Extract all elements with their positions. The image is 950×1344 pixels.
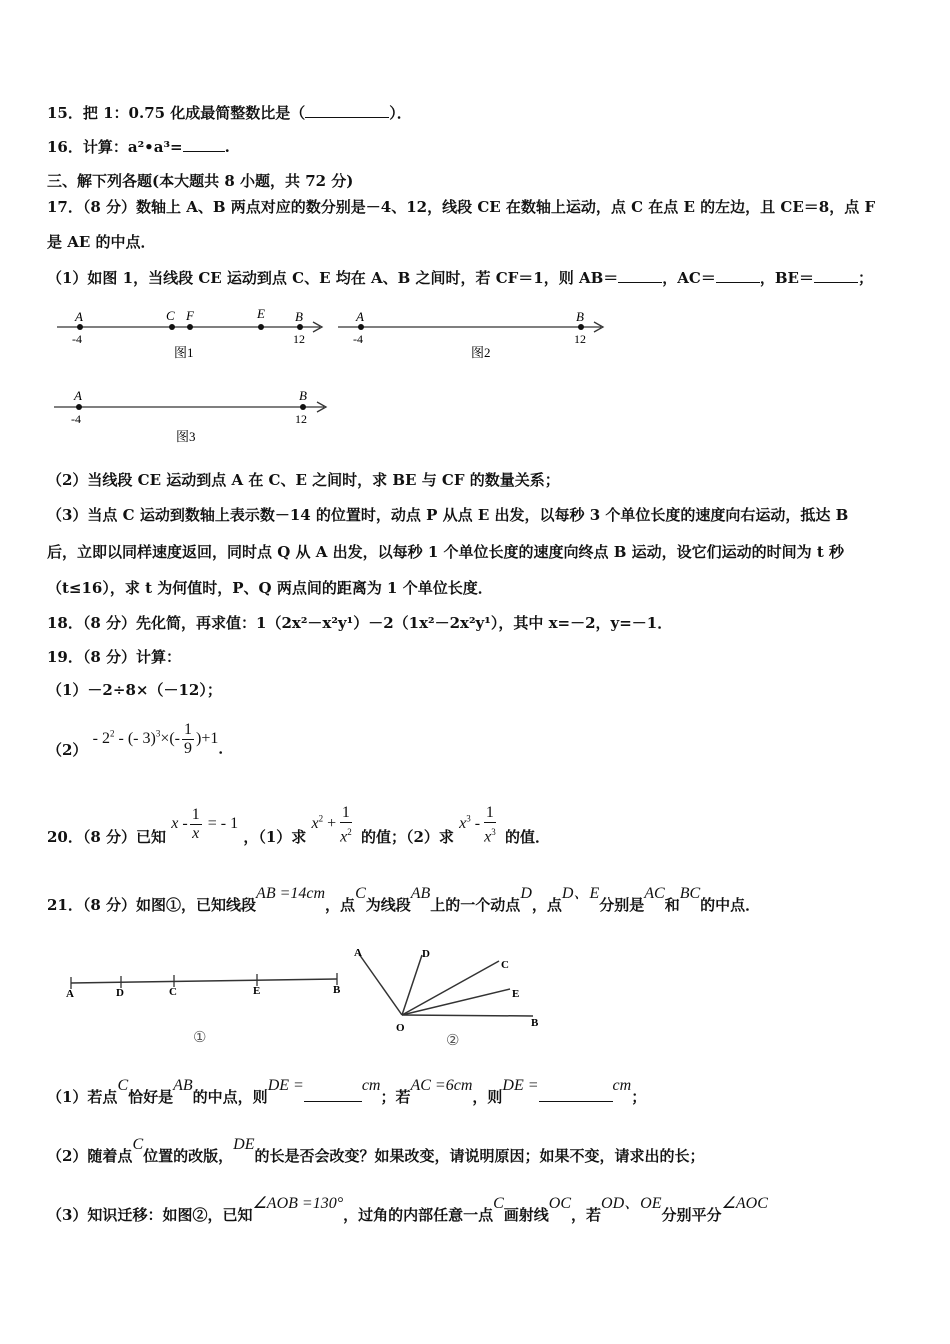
question-20: 20．（8 分）已知 x - $\frac{1}{x}$ = - 1 ，（1）求 $x^2$ + $\frac{1}{x^2}$ 的值；（2）求 $x^3$ - $\frac{1}{x^3}$ 的值． xyxy=(47,803,550,847)
question-18: 18．（8 分）先化简，再求值：1（2x²－x²y¹）－2（1x²－2x²y¹），其中 x=－2，y=－1． xyxy=(47,614,673,632)
answer-blank xyxy=(716,268,760,283)
condition: x - $\frac{1}{x}$ = - 1 xyxy=(171,806,239,843)
question-21-part-2: （2）随着点C位置的改版，DE的长是否会改变？如果改变，请说明原因；如果不变，请求出的长； xyxy=(47,1136,705,1165)
answer-blank xyxy=(618,268,662,283)
point-b xyxy=(300,404,306,410)
label-e: E xyxy=(253,985,261,997)
label-o: O xyxy=(396,1022,405,1034)
question-15: 15．把 1：0.75 化成最简整数比是（ ）． xyxy=(47,104,412,122)
expression-2: $x^3$ - $\frac{1}{x^3}$ xyxy=(459,803,496,845)
tick-minus-4: -4 xyxy=(353,332,363,346)
figure-caption: 图1 xyxy=(174,345,194,360)
figure-2-number-line xyxy=(336,305,616,365)
point-b xyxy=(297,324,303,330)
label-a: A xyxy=(75,309,83,324)
label-a: A xyxy=(66,988,74,1000)
question-17-intro-2: 是 AE 的中点． xyxy=(47,233,156,251)
question-19-part-1: （1）－2÷8×（－12）； xyxy=(47,681,222,699)
question-19-part-2: $(2) - 2^2$ - (- 3)$^3$×(- $\frac{1}{9}$ )+1． xyxy=(47,721,234,760)
answer-blank xyxy=(304,1087,362,1102)
point-a xyxy=(358,324,364,330)
fraction: $\frac{1}{x^3}$ xyxy=(484,803,496,845)
section-heading: 三、解下列各题(本大题共 8 小题，共 72 分) xyxy=(47,172,354,190)
question-21: 21．（8 分）如图①，已知线段AB =14cm，点C为线段AB上的一个动点D，点D、E分别是AC和BC的中点． xyxy=(47,885,761,914)
tick-12: 12 xyxy=(293,332,305,346)
label-a: A xyxy=(354,947,362,959)
tick-minus-4: -4 xyxy=(71,412,81,426)
label-d: D xyxy=(422,948,430,960)
figure-angle-aob xyxy=(350,940,560,1055)
fraction: $\frac{1}{9}$ xyxy=(184,721,192,758)
question-17-part-1: （1）如图 1，当线段 CE 运动到点 C、E 均在 A、B 之间时，若 CF＝1，则 AB＝ ，AC＝ ，BE＝ ； xyxy=(47,269,873,287)
ray-oe xyxy=(402,989,510,1015)
tick-minus-4: -4 xyxy=(72,332,82,346)
ray-oa xyxy=(359,954,402,1015)
point-b xyxy=(578,324,584,330)
question-17-part-3-cont: 后，立即以同样速度返回，同时点 Q 从 A 出发，以每秒 1 个单位长度的速度向终点 B 运动，设它们运动的时间为 t 秒 xyxy=(47,543,844,561)
label-c: C xyxy=(166,308,175,323)
question-21-part-3: （3）知识迁移：如图②，已知∠AOB =130°，过角的内部任意一点C画射线OC，若OD、OE分别平分∠AOC xyxy=(47,1195,768,1224)
point-c xyxy=(169,324,175,330)
tick-12: 12 xyxy=(295,412,307,426)
label-b: B xyxy=(576,309,584,324)
figure-caption: ② xyxy=(446,1033,460,1049)
answer-blank xyxy=(814,268,858,283)
question-17-part-3-cont-2: （t≤16），求 t 为何值时，P、Q 两点间的距离为 1 个单位长度． xyxy=(47,579,493,597)
label-a: A xyxy=(74,388,82,403)
fraction: $\frac{1}{x^2}$ xyxy=(340,803,352,845)
figure-1-number-line xyxy=(55,305,335,365)
segment-line xyxy=(71,979,337,983)
question-17-part-3: （3）当点 C 运动到数轴上表示数－14 的位置时，动点 P 从点 E 出发，以每秒 3 个单位长度的速度向右运动，抵达 B xyxy=(47,506,849,524)
label-b: B xyxy=(295,309,303,324)
question-17-part-2: （2）当线段 CE 运动到点 A 在 C、E 之间时，求 BE 与 CF 的数量关系； xyxy=(47,471,560,489)
label-a: A xyxy=(356,309,364,324)
point-e xyxy=(258,324,264,330)
label-e: E xyxy=(257,306,265,321)
figure-3-number-line xyxy=(52,385,342,445)
expression-1: $x^2$ + $\frac{1}{x^2}$ xyxy=(311,803,352,845)
point-a xyxy=(76,404,82,410)
figure-segment-ab xyxy=(62,965,352,1055)
label-d: D xyxy=(116,987,124,999)
question-21-part-1: （1）若点C恰好是AB的中点，则DE = cm；若AC =6cm，则DE = cm； xyxy=(47,1077,647,1106)
figure-caption: 图3 xyxy=(176,429,196,444)
ray-ob xyxy=(402,1015,533,1016)
label-b: B xyxy=(333,984,341,996)
question-16: 16．计算：a²•a³= . xyxy=(47,138,230,156)
figure-caption: 图2 xyxy=(471,345,491,360)
answer-blank xyxy=(539,1087,613,1102)
tick-12: 12 xyxy=(574,332,586,346)
label-b: B xyxy=(299,388,307,403)
answer-blank xyxy=(305,103,389,118)
label-b: B xyxy=(531,1017,539,1029)
point-f xyxy=(187,324,193,330)
label-c: C xyxy=(169,986,177,998)
point-a xyxy=(77,324,83,330)
expression: - $2^2$ - (- 3)$^3$×(- $\frac{1}{9}$ )+1 xyxy=(92,721,219,758)
label-f: F xyxy=(186,308,194,323)
label-e: E xyxy=(512,988,520,1000)
label-c: C xyxy=(501,959,509,971)
figure-caption: ① xyxy=(193,1030,207,1046)
fraction: $\frac{1}{x}$ xyxy=(191,806,200,843)
question-17-intro: 17．（8 分）数轴上 A、B 两点对应的数分别是－4、12，线段 CE 在数轴上运动，点 C 在点 E 的左边，且 CE＝8，点 F xyxy=(47,198,876,216)
question-19: 19．（8 分）计算： xyxy=(47,648,182,666)
answer-blank xyxy=(183,137,225,152)
